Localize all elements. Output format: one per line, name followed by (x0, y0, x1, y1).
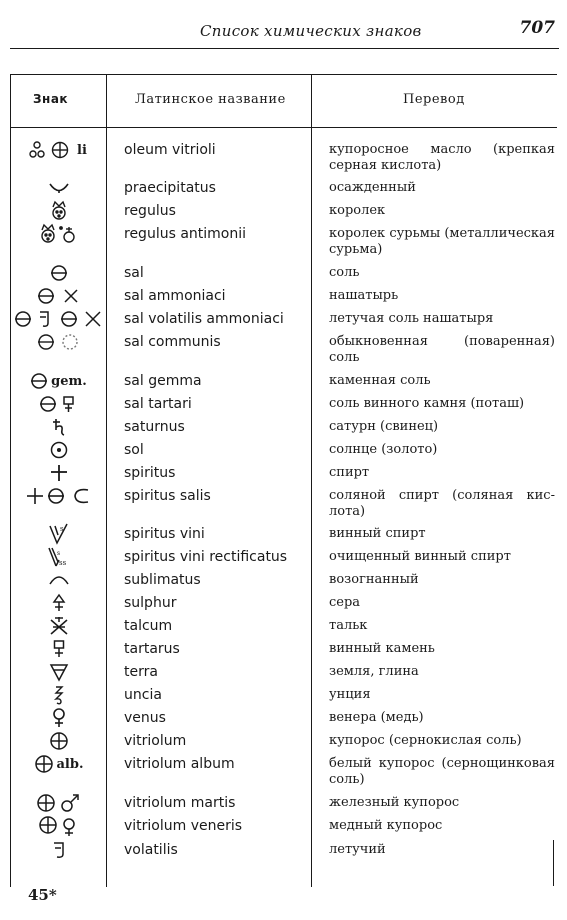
copper-vitriol-icon (38, 815, 80, 837)
spiritus-vini-symbol (11, 523, 106, 545)
symbol-abbreviation: s (59, 525, 64, 533)
salt-of-tartar-icon (39, 395, 79, 413)
symbol-abbreviation: gem. (51, 373, 87, 389)
latin-name: spiritus salis (124, 488, 211, 504)
latin-name: vitriolum (124, 733, 187, 749)
vitriol-icon (49, 731, 69, 751)
latin-name: tartarus (124, 641, 180, 657)
regulus-symbol (11, 200, 106, 222)
regulus-crown-icon (49, 201, 69, 221)
translation: осажденный (329, 180, 416, 195)
vitriolum-album-symbol (11, 753, 106, 775)
saturnus-symbol (11, 416, 106, 438)
tartar-icon (52, 640, 66, 658)
translation: обыкновенная (поваренная) соль (329, 334, 555, 365)
latin-name: spiritus vini rectificatus (124, 549, 288, 565)
latin-name: volatilis (124, 842, 178, 858)
latin-name: regulus antimonii (124, 226, 247, 242)
talc-icon (49, 616, 69, 636)
ounce-icon (53, 685, 65, 705)
column-header-latin: Латинское название (135, 92, 286, 107)
oleum-vitrioli-symbol (11, 139, 106, 161)
latin-name: sal ammoniaci (124, 288, 226, 304)
latin-name: praecipitatus (124, 180, 216, 196)
saturn-lead-icon (51, 418, 67, 436)
spiritus-salis-symbol (11, 485, 106, 507)
translation: земля, глина (329, 664, 419, 679)
sal-ammoniac-icon (37, 287, 81, 305)
praecipitatus-symbol (11, 177, 106, 199)
vitriol-icon (34, 754, 54, 774)
translation: сатурн (свинец) (329, 419, 439, 434)
volatilis-symbol (11, 839, 106, 861)
translation: соляной спирт (соляная кислота) (329, 488, 555, 519)
translation: венера (медь) (329, 710, 424, 725)
venus-symbol (11, 707, 106, 729)
volatile-icon (52, 841, 66, 859)
sal-tartari-symbol (11, 393, 106, 415)
sal-communis-symbol (11, 331, 106, 353)
latin-name: sal communis (124, 334, 221, 350)
salt-icon (50, 264, 68, 282)
salt-icon (30, 372, 48, 390)
vitriolum-veneris-symbol (11, 815, 106, 837)
column-header-translation: Перевод (403, 92, 465, 107)
latin-name: vitriolum martis (124, 795, 236, 811)
translation: тальк (329, 618, 368, 633)
vitriolum-martis-symbol (11, 792, 106, 814)
sun-gold-icon (50, 441, 68, 459)
translation: возогнанный (329, 572, 419, 587)
translation: винный камень (329, 641, 435, 656)
volatile-sal-ammoniac-icon (14, 310, 104, 328)
sulphur-icon (52, 594, 66, 612)
latin-name: uncia (124, 687, 162, 703)
margin-rule (553, 840, 554, 886)
latin-name: sal volatilis ammoniaci (124, 311, 284, 327)
latin-name: spiritus (124, 465, 176, 481)
sal-volatilis-ammoniaci-symbol (11, 308, 106, 330)
regulus-antimony-icon (39, 224, 79, 244)
column-header-sign: Знак (33, 92, 69, 106)
venus-copper-icon (52, 708, 66, 728)
spiritus-vini-rectificatus-symbol (11, 546, 106, 568)
header-divider (11, 127, 557, 128)
latin-name: regulus (124, 203, 176, 219)
translation: нашатырь (329, 288, 399, 303)
translation: медный купорос (329, 818, 443, 833)
latin-name: sal gemma (124, 373, 202, 389)
column-divider (311, 75, 312, 887)
translation: спирт (329, 465, 370, 480)
translation: белый купорос (сернощинковая соль) (329, 756, 555, 787)
three-dots-vitriol-icon (30, 141, 74, 159)
rectified-spirit-of-wine-icon (47, 546, 71, 568)
translation: соль (329, 265, 360, 280)
sublimate-icon (49, 574, 69, 586)
translation: соль винного камня (поташ) (329, 396, 525, 411)
translation: унция (329, 687, 371, 702)
svg-text:s: s (56, 550, 60, 557)
translation: винный спирт (329, 526, 426, 541)
uncia-symbol (11, 684, 106, 706)
symbol-abbreviation: alb. (56, 756, 84, 772)
running-title: Список химических знаков (200, 22, 422, 40)
sal-ammoniaci-symbol (11, 285, 106, 307)
translation: сера (329, 595, 361, 610)
running-head (10, 18, 559, 49)
spirit-of-wine-icon (48, 523, 70, 545)
translation: летучая соль нашатыря (329, 311, 494, 326)
latin-name: spiritus vini (124, 526, 205, 542)
symbol-abbreviation: ss (58, 559, 66, 567)
latin-name: terra (124, 664, 158, 680)
translation: солнце (золото) (329, 442, 438, 457)
iron-vitriol-icon (36, 793, 82, 813)
talcum-symbol (11, 615, 106, 637)
precipitate-icon (48, 181, 70, 195)
translation: королек сурьмы (металлическая сурьма) (329, 226, 555, 257)
latin-name: saturnus (124, 419, 185, 435)
spiritus-symbol (11, 462, 106, 484)
translation: королек (329, 203, 386, 218)
terra-symbol (11, 661, 106, 683)
common-salt-icon (37, 333, 81, 351)
translation: очищенный винный спирт (329, 549, 511, 564)
chemical-signs-table (10, 74, 557, 887)
spirit-of-salt-icon (26, 487, 92, 505)
symbol-abbreviation: li (77, 142, 87, 158)
page-number: 707 (519, 18, 555, 38)
column-divider (106, 75, 107, 887)
sal-gemma-symbol (11, 370, 106, 392)
vitriolum-symbol (11, 730, 106, 752)
translation: железный купорос (329, 795, 460, 810)
latin-name: talcum (124, 618, 173, 634)
latin-name: oleum vitrioli (124, 142, 216, 158)
sol-symbol (11, 439, 106, 461)
latin-name: sol (124, 442, 144, 458)
earth-icon (50, 663, 68, 681)
printer-signature-mark: 45* (28, 886, 57, 904)
latin-name: sal (124, 265, 144, 281)
tartarus-symbol (11, 638, 106, 660)
translation: каменная соль (329, 373, 431, 388)
latin-name: sulphur (124, 595, 177, 611)
latin-name: vitriolum album (124, 756, 235, 772)
translation: купоросное масло (крепкая серная кислота) (329, 142, 555, 173)
latin-name: venus (124, 710, 166, 726)
sublimatus-symbol (11, 569, 106, 591)
regulus-antimonii-symbol (11, 223, 106, 245)
latin-name: sal tartari (124, 396, 192, 412)
translation: купорос (сернокислая соль) (329, 733, 522, 748)
sal-symbol (11, 262, 106, 284)
latin-name: vitriolum veneris (124, 818, 243, 834)
sulphur-symbol (11, 592, 106, 614)
latin-name: sublimatus (124, 572, 201, 588)
translation: летучий (329, 842, 386, 857)
spirit-cross-icon (50, 464, 68, 482)
